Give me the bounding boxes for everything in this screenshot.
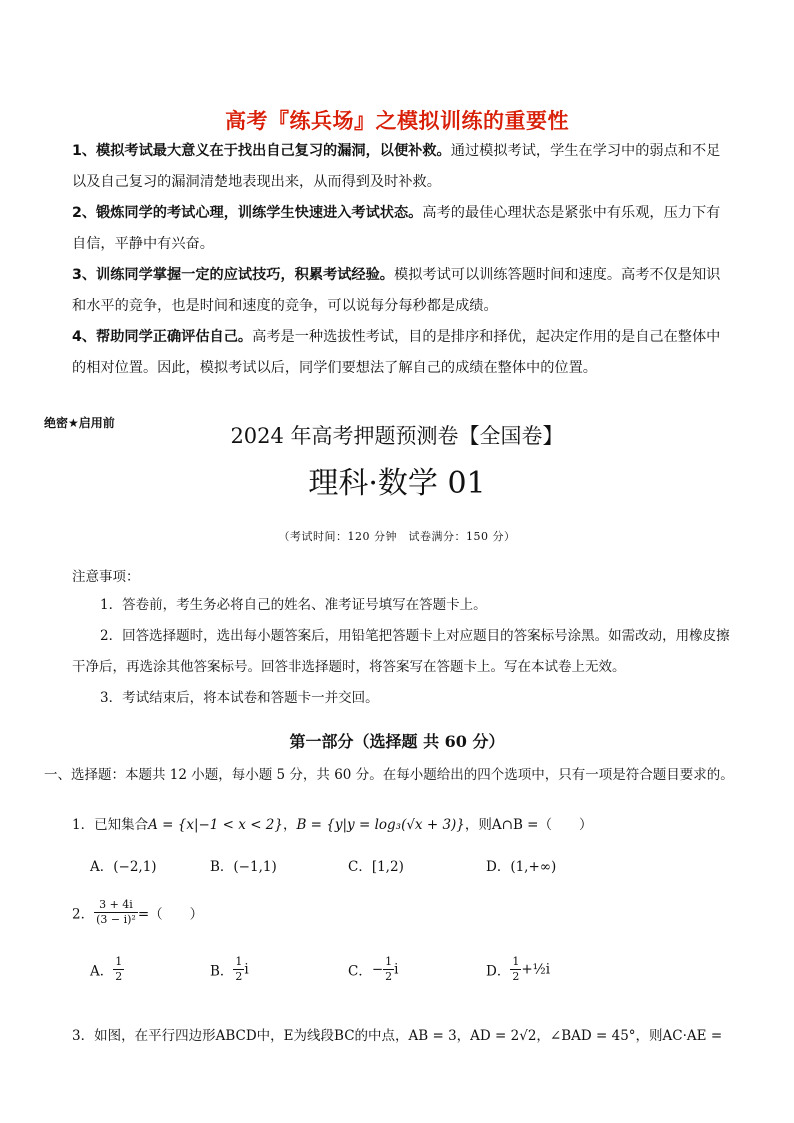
question-2-stem: 2． $\frac{3 + 4i}{\text{(3 − i)²}}$ =（ ）: [72, 898, 204, 926]
section-intro: 一、选择题：本题共 12 小题，每小题 5 分，共 60 分。在每小题给出的四个选项中，只有一项是符合题目要求的。: [44, 767, 734, 783]
question-1-option-b: B．(−1,1): [210, 859, 277, 875]
intro-item-3: 3、训练同学掌握一定的应试技巧，积累考试经验。模拟考试可以训练答题时间和速度。高考不仅是知识和水平的竞争，也是时间和速度的竞争，可以说每分每秒都是成绩。: [72, 267, 721, 314]
intro-item-4: 4、帮助同学正确评估自己。高考是一种选拔性考试，目的是排序和择优，起决定作用的是自己在整体中的相对位置。因此，模拟考试以后，同学们要想法了解自己的成绩在整体中的位置。: [72, 329, 721, 376]
banner-title: 高考『练兵场』之模拟训练的重要性: [225, 109, 569, 133]
question-1-option-d: D．(1,+∞): [486, 859, 557, 875]
intro-section: [72, 136, 732, 384]
notice-title: 注意事项：: [72, 569, 140, 585]
time-info: （考试时间：120 分钟 试卷满分：150 分）: [278, 530, 516, 543]
question-2-option-c: C．− $\frac{1}{2}$ i: [348, 955, 399, 983]
question-1-option-c: C．[1,2): [348, 859, 404, 875]
intro-item-1: 1、模拟考试最大意义在于找出自己复习的漏洞，以便补救。通过模拟考试，学生在学习中的弱点和不足以及自己复习的漏洞清楚地表现出来，从而得到及时补救。: [72, 143, 721, 190]
question-1-option-a: A．(−2,1): [90, 859, 157, 875]
question-2-fraction: $\frac{3 + 4i}{\text{(3 − i)²}}$: [96, 898, 136, 926]
question-2-option-b: B． $\frac{1}{2}$ i: [210, 955, 249, 983]
question-2-option-d: D． $\frac{1}{2}$ +½i: [486, 955, 551, 983]
question-3-stem: 3．如图，在平行四边形ABCD中，E为线段BC的中点，AB = 3，AD = 2√2，∠BAD = 45°，则AC·AE =: [72, 1028, 723, 1044]
exam-title: 2024 年高考押题预测卷【全国卷】: [230, 424, 564, 448]
notice-item-1: 1．答卷前，考生务必将自己的姓名、准考证号填写在答题卡上。: [100, 597, 487, 613]
notice-list: [72, 590, 732, 714]
secret-label: 绝密★启用前: [44, 416, 115, 430]
notice-item-3: 3．考试结束后，将本试卷和答题卡一并交回。: [100, 690, 379, 706]
question-1-stem: 1．已知集合A = {x|−1 < x < 2}，B = {y|y = log₃(√x + 3)}，则A∩B =（ ）: [72, 817, 593, 833]
notice-item-2: 2．回答选择题时，选出每小题答案后，用铅笔把答题卡上对应题目的答案标号涂黑。如需改动，用橡皮擦干净后，再选涂其他答案标号。回答非选择题时，将答案写在答题卡上。写在本试卷上无效。: [72, 628, 730, 675]
subject-title: 理科·数学 01: [308, 466, 486, 501]
part-title: 第一部分（选择题 共 60 分）: [289, 732, 505, 751]
question-2-option-a: A． $\frac{1}{2}$: [90, 955, 123, 983]
intro-item-2: 2、锻炼同学的考试心理，训练学生快速进入考试状态。高考的最佳心理状态是紧张中有乐观，压力下有自信，平静中有兴奋。: [72, 205, 721, 252]
